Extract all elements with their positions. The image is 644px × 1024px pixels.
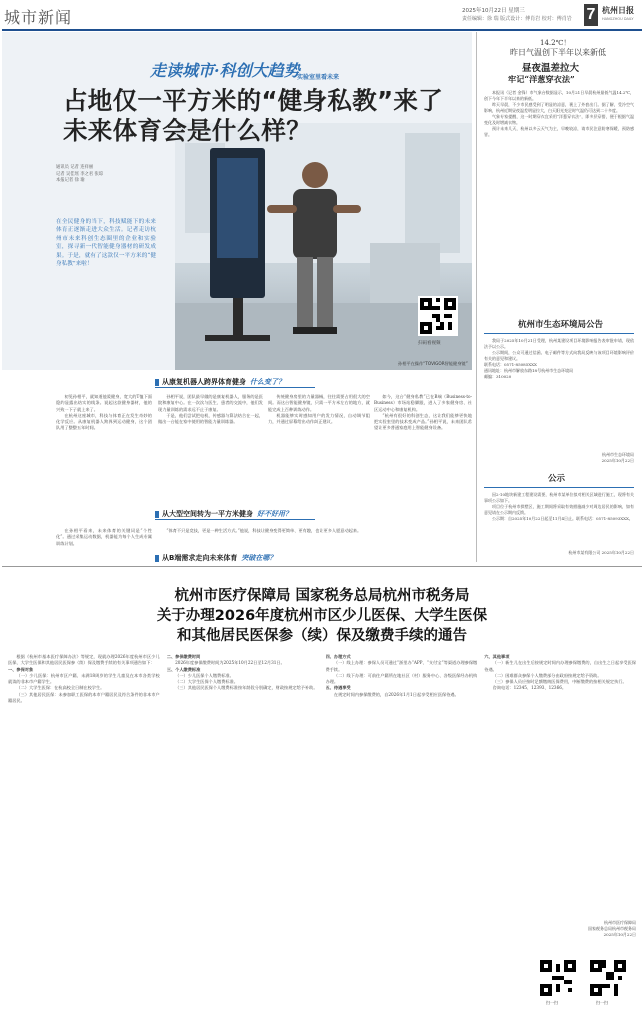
paragraph: 昨天早晨，不少市民感受到了明显的凉意，裹上了外套出门。据了解，受冷空气影响，杭州近期昼夜温差明显拉大，白天阳光充足时气温仍可达到二十多度。 — [484, 102, 634, 113]
signature: 国家税务总局杭州市税务局 — [588, 926, 636, 931]
text-column-1 — [56, 394, 152, 524]
paragraph: 在杭州这座城市，科技与体育正在发生奇妙的化学反应。从康复机器人跨界到运动健身，这个团队用了整整五年时间。 — [56, 412, 152, 431]
byline-line: 通讯员 记者 连祥丽 — [56, 165, 94, 170]
qr-caption: 扫一扫 — [596, 1000, 608, 1005]
subhead-text: 从大型空间转为一平方米健身 — [162, 510, 253, 518]
notice-2-body — [484, 492, 634, 550]
headline-line-2: 未来体育会是什么样？ — [63, 116, 311, 145]
paper-name-en: HANGZHOU DAILY — [602, 17, 634, 21]
weather-title-2: 昼夜温差拉大 — [522, 63, 580, 74]
notice-2-title: 公示 — [548, 474, 566, 484]
notice-1-sign — [560, 452, 634, 464]
byline-line: 记者 吴佳瑶 李之君 张琼 — [56, 171, 104, 177]
text-column-3 — [268, 394, 370, 506]
qr-caption: 扫一扫 — [546, 1000, 558, 1005]
weather-title-3: 牢记“洋葱穿衣法” — [508, 74, 575, 84]
weather-article — [484, 90, 634, 300]
weather-title-1: 昨日气温创下半年以来新低 — [510, 48, 606, 57]
section-heading: 五、待遇享受 — [325, 685, 351, 691]
paragraph: 咨询电话：12345、12393、12366。 — [492, 685, 567, 691]
signature: 杭州市医疗保障局 — [604, 920, 636, 925]
subhead-3 — [155, 553, 276, 563]
contact-line: 邮编：310020 — [484, 374, 512, 379]
qr-caption: 扫码看视频 — [418, 341, 441, 346]
paragraph: （三）其他居民医保个人缴费标准按年龄段分别确定，财政按规定给予补助。 — [175, 685, 318, 691]
contact-line: 联系电话：0571-85085XXX — [484, 362, 537, 367]
paragraph: （二）大学生医保：在杭高校全日制在校学生。 — [16, 685, 105, 691]
sidebar-divider — [476, 32, 477, 562]
headline-line-1: 占地仅一平方米的“健身私教”来了 — [63, 86, 444, 115]
paragraph: 在规定时间内参保缴费的，自2026年1月1日起享受相应医保待遇。 — [333, 691, 459, 697]
text-column-5 — [56, 528, 152, 564]
paragraph: 传统健身房里的力量器械，往往需要占用很大的空间。而这台智能健身镜，只需一平方米左右的地方，就能完成上百种训练动作。 — [268, 394, 370, 412]
paragraph: “杭州有很好的科创生态，这让我们能够更快地把实验室里的技术变成产品。”孙相平说，未来团队希望让更多普通家庭用上智能健身设备。 — [374, 412, 472, 431]
subhead-marker — [155, 379, 159, 386]
lead-paragraph: 在全民健身的当下，科技赋能下的未来体育正逐渐走进大众生活。记者走访杭州市未来科创生态圈里的企业和实验室，探寻新一代智能健身器材的研发成果。于是，就有了这款仅一平方米的“健身私教”来啦！ — [56, 219, 156, 268]
weather-kicker: 14.2℃！ — [540, 39, 571, 47]
notice-2-sign — [540, 550, 634, 556]
subhead-highlight: 好不好用？ — [257, 510, 292, 518]
paper-name: 杭州日报 — [602, 5, 634, 15]
editor-credits: 责任编辑：徐 瑞 版式设计：傅肖岩 校对：傅肖岩 — [462, 16, 572, 22]
contact-line: 通讯地址：杭州市解放东路18号杭州市生态环境局 — [484, 368, 574, 373]
paragraph: 预计未来几天，杭州以多云天气为主，早晚较凉，请市民注意防寒保暖，预防感冒。 — [484, 126, 634, 137]
video-qr-code[interactable] — [418, 296, 458, 336]
notice-1-rule — [484, 333, 634, 334]
paragraph: “体育不只是竞技，更是一种生活方式。”他说，科技让健身变得更简单、更有趣，也让更多人愿意动起来。 — [166, 528, 362, 533]
text-column-2 — [158, 394, 263, 506]
paragraph: （一）少儿医保个人缴费标准。 — [175, 672, 234, 678]
notice-signature: 杭州市某有限公司 — [568, 550, 601, 555]
paragraph: （一）少儿医保：杭州市区户籍、未满18周岁的学生儿童及在本市各类学校就读的非本市户籍学生。 — [8, 672, 160, 685]
photo-caption: 孙相平在操作“TOVIGOR智能健身镜” — [398, 361, 468, 366]
paragraph: 在孙相平看来，未来体育的关键词是“个性化”。通过采集运动数据，机器能为每个人生成专属训练计划。 — [56, 528, 152, 546]
paragraph: 于是，他们尝试把电机、传感器与算法结合在一起，做出一台能在家中使用的智能力量训练器。 — [158, 412, 263, 425]
signature-date: 2025年10月22日 — [603, 932, 636, 937]
paragraph: （一）线上办理：参保人员可通过“浙里办”APP、“支付宝”等渠道办理参保缴费手续。 — [325, 660, 478, 672]
notice-signature: 杭州市生态环境局 — [602, 452, 634, 457]
notice-1-body — [484, 338, 634, 448]
paragraph: （二）困难群众参保个人缴费部分由政府按规定给予资助。 — [492, 672, 602, 678]
section-heading: 二、参保缴费时间 — [166, 654, 201, 659]
page-number: 7 — [584, 4, 598, 26]
qr-code-2[interactable] — [590, 960, 626, 996]
section-heading: 一、参保对象 — [8, 666, 34, 672]
subhead-marker — [155, 555, 159, 562]
bottom-column-2 — [167, 654, 319, 1016]
section-heading: 四、办理方式 — [325, 654, 351, 659]
text-column-4 — [374, 394, 472, 506]
text-column-6 — [158, 528, 368, 550]
subhead-highlight: 突破在哪？ — [241, 554, 277, 562]
paragraph: 根据《杭州市基本医疗保障办法》等规定，现就办理2026年度杭州市区少儿医保、大学生医保和其他居民医保参（续）保及缴费手续的有关事项通告如下： — [8, 654, 160, 666]
subhead-marker — [155, 511, 159, 518]
paragraph: （三）参保人员应按时足额缴纳医保费用，中断缴费的按相关规定执行。 — [492, 679, 627, 685]
paragraph: （三）其他居民医保：未参加职工医保的本市户籍居民及符合条件的非本市户籍居民。 — [8, 691, 160, 704]
subhead-2 — [155, 509, 292, 519]
section-heading: 三、个人缴费标准 — [166, 666, 201, 672]
paragraph: （二）线下办理：可前往户籍所在地社区（村）服务中心、各级医保经办机构办理。 — [325, 672, 478, 685]
notice-1-title: 杭州市生态环境局公告 — [518, 320, 604, 330]
column-subtitle: 实验室里看未来 — [297, 74, 340, 81]
bottom-title-line-2: 关于办理2026年度杭州市区少儿医保、大学生医保 — [156, 608, 488, 624]
paragraph: 2026年度参保缴费时间为2025年10月22日至12月31日。 — [175, 660, 285, 666]
bottom-signatures — [540, 920, 636, 938]
paragraph: 我局于2025年10月21日受理，杭州某建设项目环境影响报告表审批申请，现依法予以公示。 — [484, 338, 634, 349]
byline — [56, 165, 156, 185]
byline-line: 本报记者 徐 瑜 — [56, 178, 85, 183]
column-logo: 走读城市·科创大趋势 — [150, 61, 300, 80]
subhead-text: 从B端需求走向未来体育 — [162, 554, 238, 562]
section-heading: 六、其他事项 — [484, 654, 510, 659]
subhead-rule — [155, 519, 315, 520]
bottom-column-1 — [8, 654, 160, 1016]
bottom-title-line-1: 杭州市医疗保障局 国家税务总局杭州市税务局 — [174, 588, 470, 604]
notice-2-rule — [484, 487, 634, 488]
bottom-title-line-3: 和其他居民医保参（续）保及缴费手续的通告 — [177, 628, 467, 644]
paragraph: 本报讯（记者 金锋）市气象台数据显示，10月21日早晨杭州最低气温14.2℃，创下今年下半年以来的新低。 — [484, 90, 634, 101]
section-name: 城市新闻 — [4, 8, 73, 27]
subhead-highlight: 什么变了？ — [250, 378, 285, 386]
issue-date: 2025年10月22日 星期三 — [462, 8, 525, 14]
paragraph: 孙相平说，团队最早做的是康复机器人，服务的是医院和康复中心。在一次次与医生、患者的交流中，他们发现力量训练的需求远不止于康复。 — [158, 394, 263, 412]
qr-icon — [590, 960, 626, 996]
paragraph: 初见孙相平，就知道他爱健身，宽大的T恤下面隐约显露出结实的线条。说起这款健身器材，他的兴致一下子就上来了。 — [56, 394, 152, 412]
qr-icon — [420, 298, 456, 334]
paragraph: 项目位于杭州市拱墅区，施工期间将采取有效措施减少对周边居民的影响，如有意见请在公示期内反馈。 — [484, 504, 634, 515]
notice-date: 2025年10月22日 — [601, 458, 634, 463]
qr-icon — [540, 960, 576, 996]
bottom-column-3 — [326, 654, 478, 1016]
subhead-1 — [155, 377, 285, 387]
paragraph: 如今，这台“健身私教”已在B端（Business-to-Business）市场站稳脚跟，进入了多家健身房、社区运动中心和康复机构。 — [374, 394, 472, 412]
paragraph: （一）新生儿在出生后按规定时间内办理参保缴费的，自出生之日起享受医保待遇。 — [484, 660, 636, 672]
subhead-text: 从康复机器人跨界体育健身 — [162, 378, 246, 386]
paragraph: 公示期间，公众可通过信函、电子邮件等方式向我局反映与该项目环境影响评价有关的意见和建议。 — [484, 350, 634, 361]
paragraph: （二）大学生医保个人缴费标准。 — [175, 679, 238, 685]
paragraph: 公示期：自2025年10月22日起至11月4日止。联系电话：0571-85093XXX。 — [492, 516, 633, 521]
paragraph: 气象专家提醒，这一时期穿衣宜采用“洋葱穿衣法”，即多层穿搭，便于根据气温变化及时增减衣物。 — [484, 114, 634, 125]
paragraph: 因2-10地块新建工程建设需要，杭州市某单位拟对相关区域进行施工，现将有关事项公示如下。 — [484, 492, 634, 503]
header-rule — [2, 29, 642, 31]
feature-headline — [63, 86, 443, 146]
bottom-divider — [2, 566, 642, 567]
subhead-rule — [155, 387, 315, 388]
qr-code-1[interactable] — [540, 960, 576, 996]
paragraph: 机器能够实时感知用户的发力情况，自动调节阻力，并通过屏幕给出动作纠正建议。 — [268, 412, 370, 425]
notice-date: 2025年10月22日 — [601, 550, 634, 555]
